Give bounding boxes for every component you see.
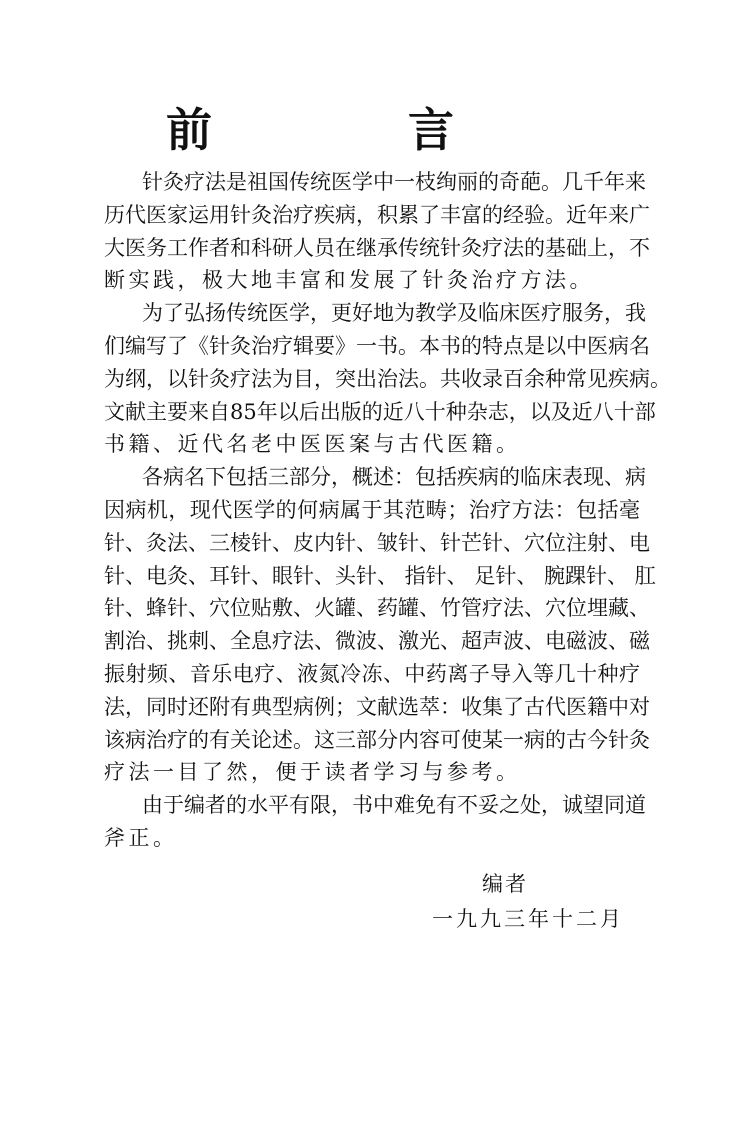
text-line: 振射频、音乐电疗、液氮冷冻、中药离子导入等几十种疗: [104, 661, 640, 686]
text-line: 文献主要来自85年以后出版的近八十种杂志，以及近八十部: [104, 399, 656, 424]
text-line: 们编写了《针灸治疗辑要》一书。本书的特点是以中医病名: [104, 333, 650, 358]
signature-date: 一九九三年十二月: [432, 907, 624, 931]
paragraph: [104, 297, 671, 461]
paragraph: [104, 166, 650, 297]
text-line: 针灸疗法是祖国传统医学中一枝绚丽的奇葩。几千年来: [142, 170, 646, 194]
text-line: 该病治疗的有关论述。这三部分内容可使某一病的古今针灸: [104, 727, 650, 752]
text-line: 书籍、近代名老中医医案与古代医籍。: [104, 432, 521, 457]
title-char-2: 言: [408, 103, 454, 157]
text-line: 疗法一目了然，便于读者学习与参考。: [104, 760, 521, 785]
text-line: 大医务工作者和科研人员在继承传统针灸疗法的基础上，不: [104, 235, 650, 260]
text-line: 法，同时还附有典型病例；文献选萃：收集了古代医籍中对: [104, 694, 650, 719]
title-char-1: 前: [166, 103, 212, 157]
text-line: 各病名下包括三部分，概述：包括疾病的临床表现、病: [142, 465, 646, 490]
paragraph: [104, 461, 656, 789]
text-line: 针、灸法、三棱针、皮内针、皱针、针芒针、穴位注射、电: [104, 530, 650, 555]
text-line: 断实践，极大地丰富和发展了针灸治疗方法。: [104, 268, 594, 293]
signature-author: 编者: [482, 872, 528, 896]
text-line: 因病机，现代医学的何病属于其范畴；治疗方法：包括毫: [104, 497, 640, 522]
text-line: 割治、挑刺、全息疗法、微波、激光、超声波、电磁波、磁: [104, 629, 650, 654]
text-line: 针、蜂针、穴位贴敷、火罐、药罐、竹管疗法、穴位埋藏、: [104, 596, 650, 621]
text-line: 历代医家运用针灸治疗疾病，积累了丰富的经验。近年来广: [104, 202, 650, 227]
preface-body: [104, 166, 671, 855]
text-line: 斧正。: [104, 825, 178, 850]
text-line: 为了弘扬传统医学，更好地为教学及临床医疗服务，我: [142, 301, 646, 326]
text-line: 为纲，以针灸疗法为目，突出治法。共收录百余种常见疾病。: [104, 366, 671, 391]
text-line: 由于编者的水平有限，书中难免有不妥之处，诚望同道: [142, 793, 646, 818]
page-title: [0, 100, 736, 160]
text-line: 针、电灸、耳针、眼针、头针、 指针、 足针、 腕踝针、 肛: [104, 563, 656, 588]
paragraph: [104, 789, 646, 855]
